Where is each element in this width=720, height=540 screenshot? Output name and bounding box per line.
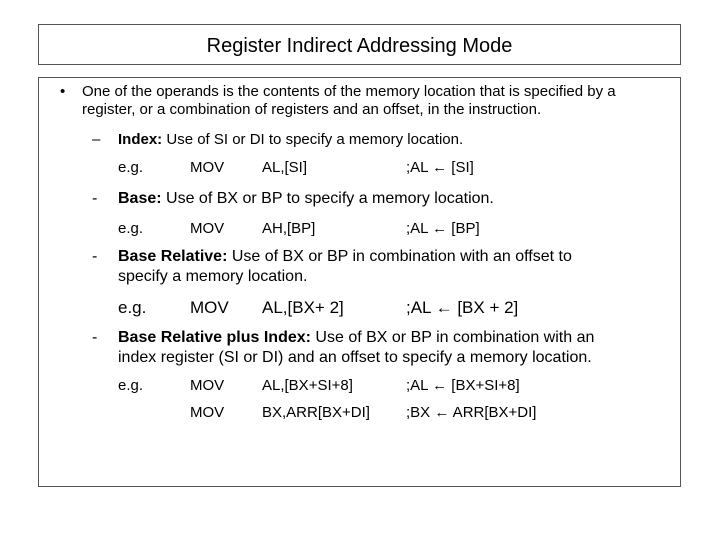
example-args: AH,[BP]: [262, 220, 316, 237]
item-base-text: [118, 190, 494, 208]
bullet-marker: •: [60, 83, 66, 100]
item-index-desc: Use of SI or DI to specify a memory location.: [162, 131, 464, 148]
example-args: AL,[BX+ 2]: [262, 298, 344, 317]
item-base-name: Base:: [118, 190, 162, 207]
title-box: [38, 24, 681, 65]
example-op: MOV: [190, 220, 225, 237]
example-eg: e.g.: [118, 298, 147, 317]
example-op: MOV: [190, 377, 225, 394]
item-base-relative-desc: Use of BX or BP in combination with an offset to: [227, 248, 572, 265]
bullet-text-line2: register, or a combination of registers and an offset, in the instruction.: [82, 101, 542, 118]
example-eg: e.g.: [118, 159, 144, 176]
example-op: MOV: [190, 159, 225, 176]
example-comment: ;AL ← [BP]: [406, 220, 480, 237]
item-index-text: [118, 131, 463, 148]
example-comment: ;AL ← [BX+SI+8]: [406, 377, 520, 394]
item-base-relative-desc2: specify a memory location.: [118, 268, 308, 285]
item-base-relative-name: Base Relative:: [118, 248, 228, 265]
bullet-text-line1: One of the operands is the contents of the memory location that is specified by a: [82, 83, 616, 100]
example-comment: ;AL ← [BX + 2]: [406, 298, 519, 317]
item-index-name: Index:: [118, 131, 163, 148]
example-op: MOV: [190, 404, 225, 421]
example-comment: ;AL ← [SI]: [406, 159, 474, 176]
example-eg: e.g.: [118, 220, 144, 237]
item-base-relative-dash: -: [92, 248, 98, 265]
item-base-relative-text: [118, 248, 572, 266]
example-eg: e.g.: [118, 377, 144, 394]
item-base-dash: -: [92, 190, 98, 207]
item-base-relative-index-name: Base Relative plus Index:: [118, 329, 311, 346]
example-args: AL,[BX+SI+8]: [262, 377, 353, 394]
example-args: AL,[SI]: [262, 159, 308, 176]
item-index-dash: –: [92, 131, 101, 148]
example-comment: ;BX ← ARR[BX+DI]: [406, 404, 537, 421]
item-base-relative-index-desc2: index register (SI or DI) and an offset to specify a memory location.: [118, 349, 592, 366]
item-base-relative-index-text: [118, 329, 594, 347]
example-op: MOV: [190, 298, 229, 317]
example-args: BX,ARR[BX+DI]: [262, 404, 370, 421]
slide-title: Register Indirect Addressing Mode: [206, 35, 513, 57]
item-base-relative-index-desc: Use of BX or BP in combination with an: [310, 329, 595, 346]
item-base-relative-index-dash: -: [92, 329, 98, 346]
item-base-desc: Use of BX or BP to specify a memory location.: [161, 190, 494, 207]
